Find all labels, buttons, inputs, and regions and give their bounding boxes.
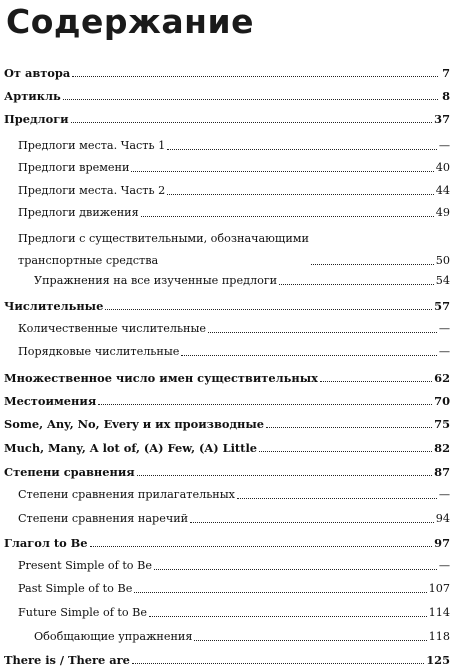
toc-entry[interactable] — [4, 582, 450, 596]
toc-leader-dots — [98, 403, 432, 405]
toc-entry[interactable] — [4, 630, 450, 644]
toc-leader-dots — [90, 545, 433, 547]
toc-entry-label-line2: транспортные средства — [18, 254, 159, 267]
toc-leader-dots — [194, 639, 426, 641]
toc-page-number: 40 — [435, 161, 450, 174]
page-title: Содержание — [6, 2, 254, 41]
toc-entry[interactable] — [4, 274, 450, 288]
toc-leader-dots — [237, 497, 437, 499]
toc-page-number: 57 — [434, 299, 450, 313]
toc-entry-label: Present Simple of to Be — [18, 559, 152, 572]
toc-leader-dots — [132, 662, 424, 664]
toc-leader-dots — [311, 263, 434, 265]
toc-entry-label: Множественное число имен существительных — [4, 371, 318, 385]
toc-leader-dots — [154, 568, 437, 570]
toc-entry[interactable] — [4, 66, 450, 80]
toc-entry-label: От автора — [4, 66, 71, 80]
toc-leader-dots — [141, 215, 434, 217]
toc-entry[interactable] — [4, 232, 450, 268]
toc-entry[interactable] — [4, 441, 450, 455]
toc-leader-dots — [181, 354, 436, 356]
toc-entry[interactable] — [4, 536, 450, 550]
toc-entry-label: Глагол to Be — [4, 536, 88, 550]
toc-leader-dots — [279, 283, 434, 285]
toc-page-number: 70 — [434, 394, 450, 408]
toc-entry[interactable] — [4, 206, 450, 220]
toc-page-number: 62 — [434, 371, 450, 385]
toc-leader-dots — [71, 121, 433, 123]
toc-entry-label: Степени сравнения наречий — [18, 512, 189, 525]
toc-leader-dots — [131, 170, 433, 172]
toc-entry[interactable] — [4, 488, 450, 502]
toc-entry[interactable] — [4, 89, 450, 103]
toc-leader-dots — [167, 193, 434, 195]
toc-leader-dots — [63, 98, 438, 100]
toc-entry-label-line1: Предлоги с существительными, обозначающими — [18, 232, 309, 245]
toc-page-number: 75 — [434, 417, 450, 431]
toc-page-number: 50 — [435, 254, 450, 267]
toc-entry-label: Местоимения — [4, 394, 97, 408]
toc-entry[interactable] — [4, 112, 450, 126]
toc-entry-label: Предлоги места. Часть 2 — [18, 184, 166, 197]
toc-entry[interactable] — [4, 465, 450, 479]
toc-page-number: — — [438, 488, 450, 501]
toc-page-number: 37 — [434, 112, 450, 126]
toc-entry-label: Предлоги движения — [18, 206, 139, 219]
toc-entry-label: Предлоги времени — [18, 161, 130, 174]
toc-page-number: 97 — [434, 536, 450, 550]
toc-page-number: 87 — [434, 465, 450, 479]
toc-entry-label: Порядковые числительные — [18, 345, 180, 358]
toc-entry-label: Числительные — [4, 299, 104, 313]
toc-page-number: 54 — [435, 274, 450, 287]
toc-leader-dots — [105, 308, 432, 310]
toc-page-number: 94 — [435, 512, 450, 525]
toc-page-number: — — [438, 559, 450, 572]
toc-entry-label: There is / There are — [4, 653, 130, 667]
toc-entry[interactable] — [4, 417, 450, 431]
toc-entry-label: Упражнения на все изученные предлоги — [34, 274, 278, 287]
toc-leader-dots — [167, 148, 437, 150]
toc-entry-label: Some, Any, No, Every и их производные — [4, 417, 265, 431]
toc-entry[interactable] — [4, 322, 450, 336]
toc-entry-label: Future Simple of to Be — [18, 606, 148, 619]
toc-leader-dots — [208, 331, 437, 333]
toc-page-number: — — [438, 139, 450, 152]
toc-entry-label: Обобщающие упражнения — [34, 630, 193, 643]
toc-entry-label: Степени сравнения прилагательных — [18, 488, 235, 501]
toc-page-number: 125 — [426, 653, 450, 667]
toc-entry[interactable] — [4, 559, 450, 573]
toc-entry-label — [18, 232, 309, 268]
toc-entry[interactable] — [4, 394, 450, 408]
toc-entry[interactable] — [4, 184, 450, 198]
toc-entry[interactable] — [4, 371, 450, 385]
toc-leader-dots — [190, 521, 434, 523]
toc-entry-label: Количественные числительные — [18, 322, 207, 335]
toc-page-number: 7 — [442, 66, 450, 80]
toc-entry-label: Past Simple of to Be — [18, 582, 133, 595]
toc-leader-dots — [259, 450, 432, 452]
toc-entry-label: Предлоги — [4, 112, 69, 126]
toc-entry-label: Артикль — [4, 89, 61, 103]
toc-entry[interactable] — [4, 139, 450, 153]
toc-entry[interactable] — [4, 161, 450, 175]
toc-entry-label: Степени сравнения — [4, 465, 135, 479]
toc-leader-dots — [320, 380, 432, 382]
toc-page-number: 118 — [428, 630, 450, 643]
toc-entry[interactable] — [4, 512, 450, 526]
toc-page-number: 107 — [428, 582, 450, 595]
toc-leader-dots — [266, 426, 432, 428]
toc-entry[interactable] — [4, 606, 450, 620]
toc-leader-dots — [72, 75, 438, 77]
toc-entry-label: Much, Many, A lot of, (A) Few, (A) Little — [4, 441, 258, 455]
toc-leader-dots — [149, 615, 427, 617]
toc-leader-dots — [134, 591, 426, 593]
toc-page-number: 114 — [428, 606, 450, 619]
toc-page-number: 8 — [442, 89, 450, 103]
toc-page-number: — — [438, 322, 450, 335]
toc-entry[interactable] — [4, 299, 450, 313]
toc-page-number: — — [438, 345, 450, 358]
toc-leader-dots — [137, 474, 432, 476]
toc-page-number: 44 — [435, 184, 450, 197]
toc-entry-label: Предлоги места. Часть 1 — [18, 139, 166, 152]
toc-page-number: 49 — [435, 206, 450, 219]
toc-entry[interactable] — [4, 653, 450, 667]
toc-page-number: 82 — [434, 441, 450, 455]
toc-entry[interactable] — [4, 345, 450, 359]
